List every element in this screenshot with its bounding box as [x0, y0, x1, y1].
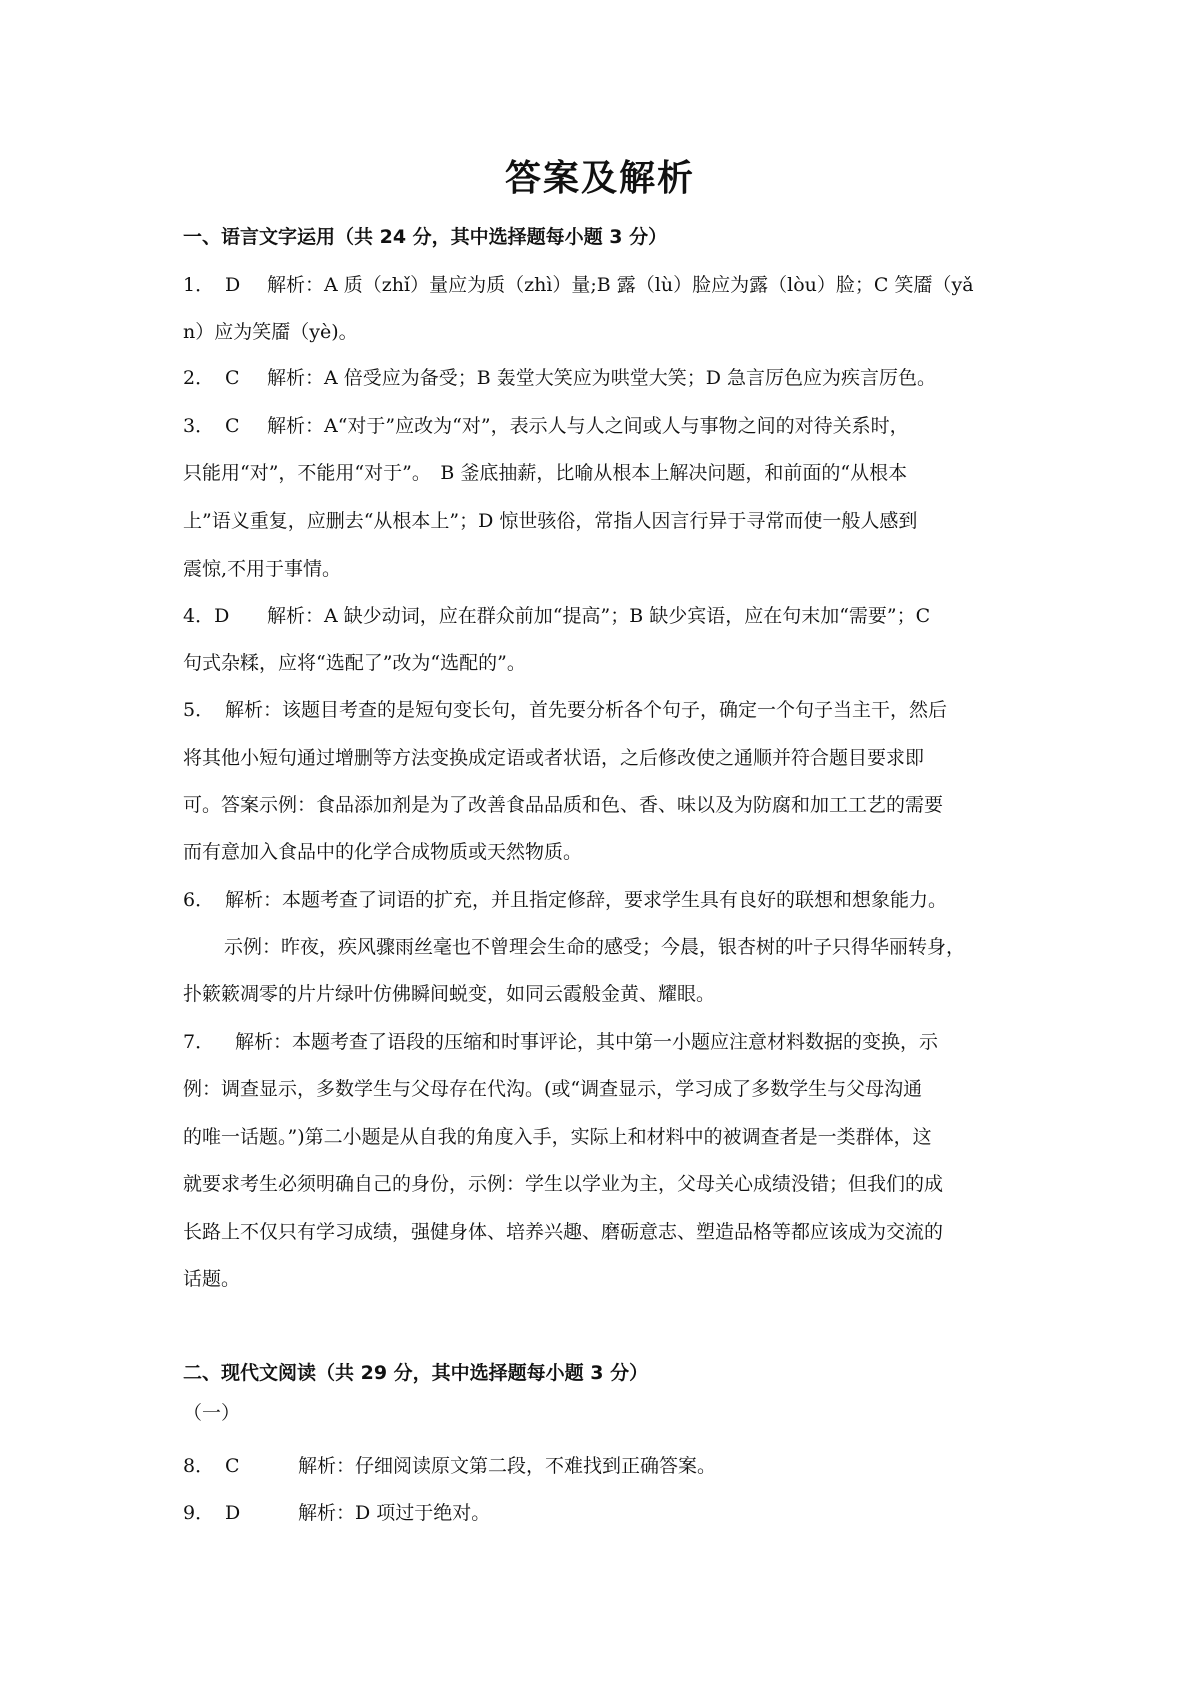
q7-line-5: 长路上不仅只有学习成绩，强健身体、培养兴趣、磨砺意志、塑造品格等都应该成为交流的: [183, 1221, 944, 1243]
q4-line-1: [183, 601, 930, 628]
q5-line-3: 可。答案示例：食品添加剂是为了改善食品品质和色、香、味以及为防腐和加工工艺的需要: [183, 794, 944, 816]
q7-line-3: 的唯一话题。”)第二小题是从自我的角度入手，实际上和材料中的被调查者是一类群体，这: [183, 1126, 932, 1148]
q5-number: 5．: [183, 699, 215, 721]
q4-line-2: 句式杂糅，应将“选配了”改为“选配的”。: [183, 652, 526, 674]
q7-line-4: 就要求考生必须明确自己的身份，示例：学生以学业为主，父母关心成绩没错；但我们的成: [183, 1173, 944, 1195]
q2-line-1: [183, 363, 936, 390]
q8-line: [183, 1451, 716, 1478]
q7-line-2: 例：调查显示，多数学生与父母存在代沟。(或“调查显示，学习成了多数学生与父母沟通: [183, 1078, 923, 1100]
q3-line-3: 上”语义重复，应删去“从根本上”；D 惊世骇俗，常指人因言行异于寻常而使一般人感到: [183, 510, 918, 532]
q3-line-1: [183, 411, 909, 438]
q6-line-2: 示例：昨夜，疾风骤雨丝毫也不曾理会生命的感受；今晨，银杏树的叶子只得华丽转身，: [224, 936, 966, 958]
q2-answer: C: [225, 367, 240, 389]
q2-text-1: 解析：A 倍受应为备受；B 轰堂大笑应为哄堂大笑；D 急言厉色应为疾言厉色。: [267, 367, 937, 389]
q4-text-1: 解析：A 缺少动词，应在群众前加“提高”；B 缺少宾语，应在句末加“需要”；C: [267, 605, 931, 627]
q4-number: 4．D: [183, 605, 230, 627]
q9-answer: D: [225, 1502, 241, 1524]
q5-line-1: [183, 695, 947, 722]
q7-number: 7．: [183, 1031, 215, 1053]
q7-line-1: [183, 1027, 938, 1054]
q3-line-2: 只能用“对”，不能用“对于”。 B 釜底抽薪，比喻从根本上解决问题，和前面的“从根本: [183, 462, 908, 484]
q3-answer: C: [225, 415, 240, 437]
q8-answer: C: [225, 1455, 240, 1477]
q3-line-4: 震惊,不用于事情。: [183, 558, 342, 580]
q6-number: 6．: [183, 889, 215, 911]
q3-number: 3．: [183, 415, 215, 437]
q5-text-1: 解析：该题目考查的是短句变长句，首先要分析各个句子，确定一个句子当主干，然后: [225, 699, 948, 721]
q5-line-4: 而有意加入食品中的化学合成物质或天然物质。: [183, 841, 583, 863]
q1-number: 1．: [183, 274, 215, 296]
q9-number: 9．: [183, 1502, 215, 1524]
q1-answer: D: [225, 274, 241, 296]
q1-line-2: n）应为笑靥（yè)。: [183, 321, 358, 343]
section-2-heading: 二、现代文阅读（共 29 分，其中选择题每小题 3 分）: [183, 1362, 649, 1384]
q7-text-1: 解析：本题考查了语段的压缩和时事评论，其中第一小题应注意材料数据的变换，示: [235, 1031, 939, 1053]
q9-text: 解析：D 项过于绝对。: [298, 1502, 491, 1524]
q8-text: 解析：仔细阅读原文第二段，不难找到正确答案。: [298, 1455, 717, 1477]
q8-number: 8．: [183, 1455, 215, 1477]
q7-line-6: 话题。: [183, 1268, 241, 1290]
q1-line-1: [183, 270, 974, 297]
q6-text-1: 解析：本题考查了词语的扩充，并且指定修辞，要求学生具有良好的联想和想象能力。: [225, 889, 948, 911]
page-title: 答案及解析: [504, 158, 695, 199]
q3-text-1: 解析：A“对于”应改为“对”，表示人与人之间或人与事物之间的对待关系时，: [267, 415, 909, 437]
q2-number: 2．: [183, 367, 215, 389]
q6-line-1: [183, 885, 947, 912]
section-2-subsection: （一）: [183, 1402, 241, 1424]
section-1-heading: 一、语言文字运用（共 24 分，其中选择题每小题 3 分）: [183, 226, 668, 248]
q9-line: [183, 1498, 490, 1525]
q6-line-3: 扑簌簌凋零的片片绿叶仿佛瞬间蜕变，如同云霞般金黄、耀眼。: [183, 983, 716, 1005]
q5-line-2: 将其他小短句通过增删等方法变换成定语或者状语，之后修改使之通顺并符合题目要求即: [183, 747, 925, 769]
q1-text-1: 解析：A 质（zhǐ）量应为质（zhì）量;B 露（lù）脸应为露（lòu）脸；C 笑靥（yǎ: [267, 274, 974, 296]
